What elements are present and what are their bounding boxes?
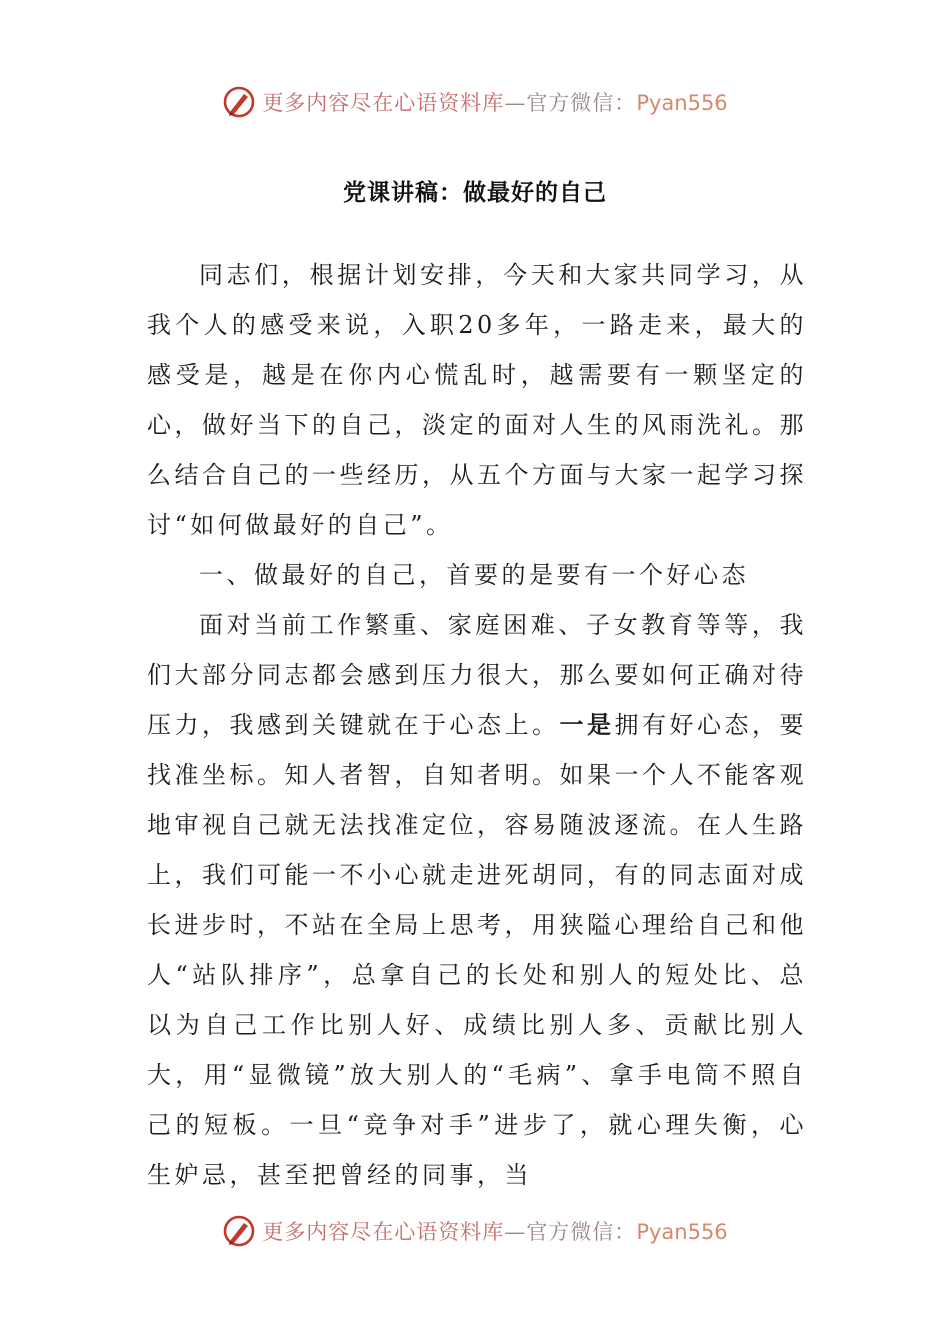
document-body (147, 250, 807, 1200)
banner-text (262, 1216, 727, 1246)
header-banner (0, 82, 950, 122)
section-heading-1: 一、做最好的自己，首要的是要有一个好心态 (199, 561, 749, 589)
banner-wechat-label: 官方微信： (526, 91, 637, 115)
banner-site: 更多内容尽在心语资料库 (262, 1220, 505, 1244)
point-marker-bold: 一是 (559, 710, 615, 739)
banner-wechat-id: Pyan556 (636, 91, 728, 115)
banner-wechat-label: 官方微信： (526, 1220, 637, 1244)
paragraph-text: 拥有好心态，要找准坐标。知人者智，自知者明。如果一个人不能客观地审视自己就无法找准定位，容易随波逐流。在人生路上，我们可能一不小心就走进死胡同，有的同志面对成长进步时，不站在全局上思考，用狭隘心理给自己和他人“站队排序”，总拿自己的长处和别人的短处比、总以为自己工作比别人好、成绩比别人多、贡献比别人大，用“显微镜”放大别人的“毛病”、拿手电筒不照自己的短板。一旦“竞争对手”进步了，就心理失衡，心生妒忌，甚至把曾经的同事，当 (147, 711, 807, 1189)
page-title: 党课讲稿：做最好的自己 (343, 180, 607, 206)
banner-wechat-id: Pyan556 (636, 1220, 728, 1244)
paragraph-text: 面对当前工作繁重、家庭困难、子女教育等等，我们大部分同志都会感到压力很大，那么要如何正确对待压力，我感到关键就在于心态上。 (147, 611, 807, 739)
footer-banner (0, 1211, 950, 1251)
banner-dash: — (504, 1220, 527, 1244)
banner-site: 更多内容尽在心语资料库 (262, 91, 505, 115)
banner-dash: — (504, 91, 527, 115)
paragraph-section-1 (147, 600, 807, 1200)
banner-text (262, 87, 727, 117)
pen-circle-icon (222, 1214, 256, 1248)
paragraph-intro: 同志们，根据计划安排，今天和大家共同学习，从我个人的感受来说，入职20多年，一路走来，最大的感受是，越是在你内心慌乱时，越需要有一颗坚定的心，做好当下的自己，淡定的面对人生的风雨洗礼。那么结合自己的一些经历，从五个方面与大家一起学习探讨“如何做最好的自己”。 (147, 261, 807, 539)
pen-circle-icon (222, 85, 256, 119)
